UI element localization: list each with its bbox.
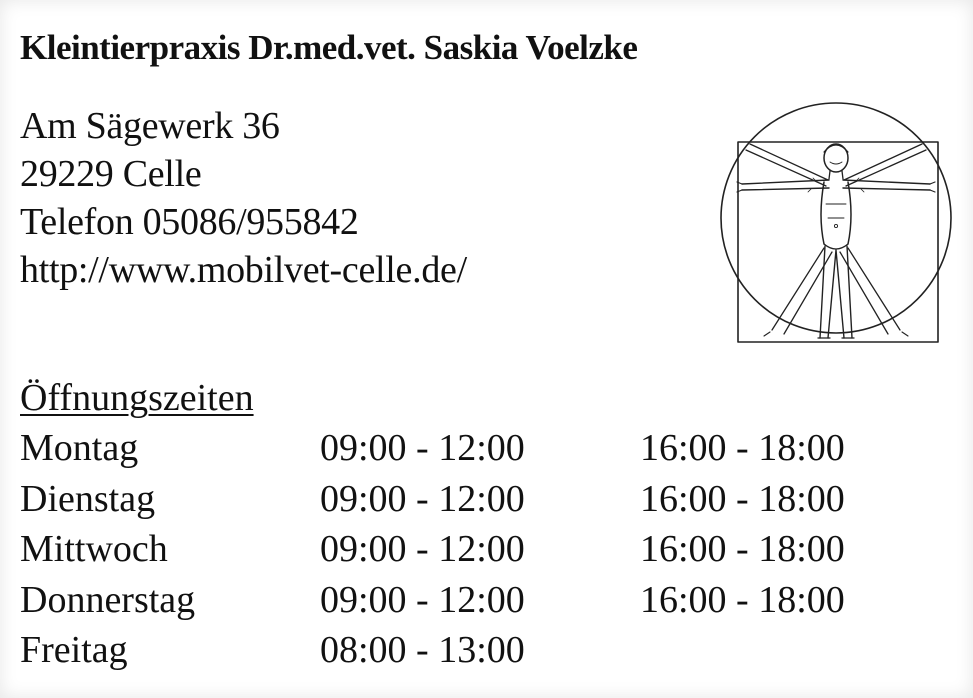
- city: 29229 Celle: [20, 153, 202, 195]
- morning-hours: 08:00 - 13:00: [320, 629, 525, 671]
- day-label: Mittwoch: [20, 528, 168, 570]
- day-label: Montag: [20, 427, 139, 469]
- vitruvian-man-icon: [712, 100, 960, 348]
- practice-title: Kleintierpraxis Dr.med.vet. Saskia Voelzke: [20, 28, 638, 67]
- afternoon-hours: 16:00 - 18:00: [640, 427, 845, 469]
- day-label: Freitag: [20, 629, 128, 671]
- afternoon-hours: 16:00 - 18:00: [640, 477, 845, 520]
- street-address: Am Sägewerk 36: [20, 105, 280, 147]
- morning-hours: 09:00 - 12:00: [320, 427, 525, 469]
- morning-hours: 09:00 - 12:00: [320, 477, 525, 520]
- address-block: [20, 102, 467, 294]
- afternoon-hours: 16:00 - 18:00: [640, 528, 845, 570]
- morning-hours: 09:00 - 12:00: [320, 528, 525, 570]
- day-label: Dienstag: [20, 477, 156, 520]
- phone-number: Telefon 05086/955842: [20, 201, 359, 243]
- opening-hours-heading: Öffnungszeiten: [20, 377, 254, 419]
- website-url: http://www.mobilvet-celle.de/: [20, 249, 467, 291]
- morning-hours: 09:00 - 12:00: [320, 578, 525, 621]
- afternoon-hours: 16:00 - 18:00: [640, 578, 845, 621]
- day-label: Donnerstag: [20, 578, 196, 621]
